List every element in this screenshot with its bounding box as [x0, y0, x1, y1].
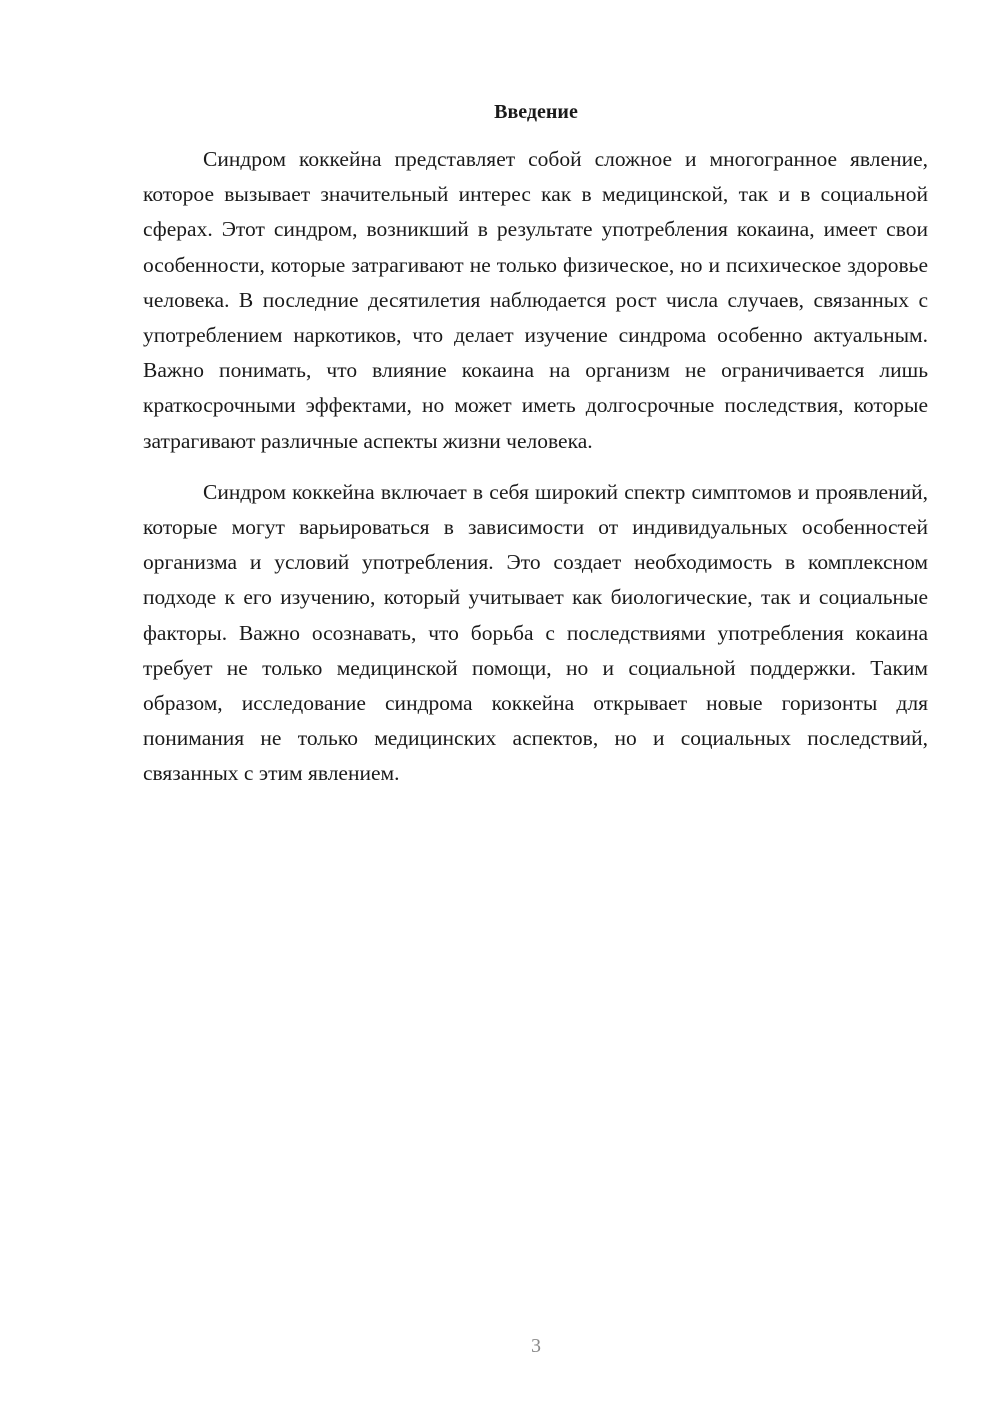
section-heading: Введение [494, 101, 578, 123]
page-number: 3 [531, 1335, 541, 1357]
paragraph-1: Синдром коккейна представляет собой сложное и многогранное явление, которое вызывает значительный интерес как в медицинской, так и в социальной сферах. Этот синдром, возникший в результате употребления кокаина, имеет свои особенности, которые затрагивают не только физическое, но и психическое здоровье человека. В последние десятилетия наблюдается рост числа случаев, связанных с употреблением наркотиков, что делает изучение синдрома особенно актуальным. Важно понимать, что влияние кокаина на организм не ограничивается лишь краткосрочными эффектами, но может иметь долгосрочные последствия, которые затрагивают различные аспекты жизни человека. [143, 147, 928, 453]
paragraph-2: Синдром коккейна включает в себя широкий спектр симптомов и проявлений, которые могут варьироваться в зависимости от индивидуальных особенностей организма и условий употребления. Это создает необходимость в комплексном подходе к его изучению, который учитывает как биологические, так и социальные факторы. Важно осознавать, что борьба с последствиями употребления кокаина требует не только медицинской помощи, но и социальной поддержки. Таким образом, исследование синдрома коккейна открывает новые горизонты для понимания не только медицинских аспектов, но и социальных последствий, связанных с этим явлением. [143, 479, 928, 786]
body-text [143, 142, 928, 808]
